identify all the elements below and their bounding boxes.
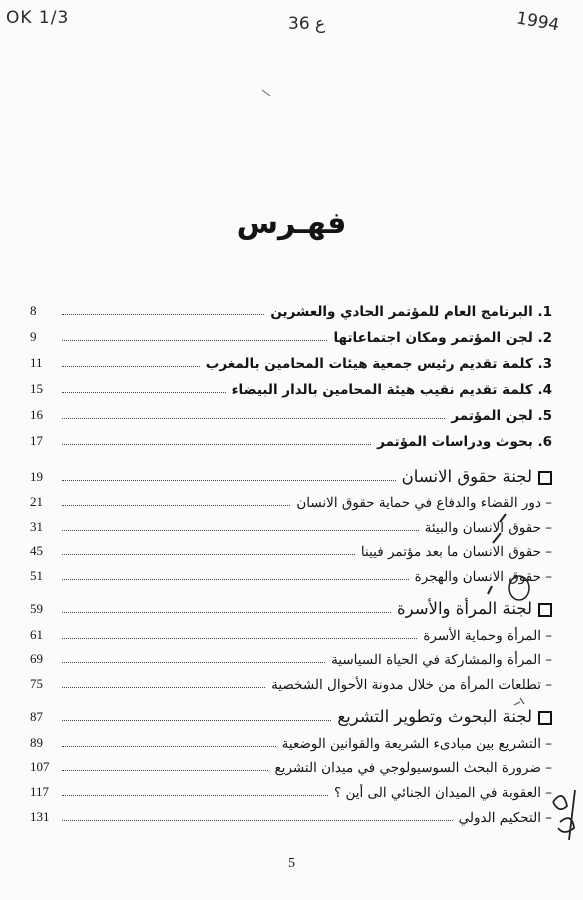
toc-page-number: 11: [30, 355, 43, 370]
toc-page-number: 51: [30, 568, 43, 583]
handwritten-year: 1994: [514, 8, 561, 36]
toc-entry-label: 3. كلمة تقديم رئيس جمعية هيئات المحامين بالمغرب: [205, 356, 552, 372]
toc-entry-label: – حقوق الانسان والبيئة: [424, 520, 552, 536]
toc-entry-label: – المرأة والمشاركة في الحياة السياسية: [331, 652, 552, 668]
toc-entry-label: – ضرورة البحث السوسيولوجي في ميدان التشريع: [274, 760, 552, 776]
toc-entry-label: – دور القضاء والدفاع في حماية حقوق الانسان: [296, 495, 552, 511]
toc-page-number: 9: [30, 329, 37, 344]
toc-entry-label: 5. لجن المؤتمر: [451, 408, 552, 424]
toc-page-number: 8: [30, 303, 37, 318]
handwritten-ok-note: OK 1/3: [6, 8, 70, 28]
toc-page-number: 131: [30, 809, 50, 824]
toc-page-number: 16: [30, 407, 43, 422]
toc-page-number: 31: [30, 519, 43, 534]
toc-page-number: 89: [30, 735, 43, 750]
toc-entry-label: – حقوق الانسان ما بعد مؤتمر فيينا: [360, 544, 552, 560]
toc-page-number: 87: [30, 709, 43, 724]
toc-page-number: 75: [30, 676, 43, 691]
toc-page-number: 61: [30, 627, 43, 642]
toc-entry-label: 6. بحوث ودراسات المؤتمر: [377, 434, 552, 450]
toc-page-number: 59: [30, 601, 43, 616]
page-number: 5: [288, 856, 295, 871]
toc-entry-label: – التحكيم الدولي: [458, 810, 552, 826]
toc-page-number: 45: [30, 543, 43, 558]
toc-page-number: 21: [30, 494, 43, 509]
toc-entry-label: لجنة حقوق الانسان: [401, 467, 532, 486]
toc-entry-label: 1. البرنامج العام للمؤتمر الحادي والعشرين: [270, 304, 552, 320]
toc-entry-label: – المرأة وحماية الأسرة: [423, 628, 552, 644]
toc-page-number: 107: [30, 759, 50, 774]
page-title: فهـرس: [236, 206, 347, 241]
toc-entry-label: 4. كلمة تقديم نقيب هيئة المحامين بالدار البيضاء: [231, 382, 552, 398]
toc-entry-label: – تطلعات المرأة من خلال مدونة الأحوال الشخصية: [271, 677, 552, 693]
handwritten-archive-number: 36 ع: [288, 14, 326, 34]
toc-page-number: 69: [30, 651, 43, 666]
toc-page-number: 19: [30, 469, 43, 484]
toc-page-number: 117: [30, 784, 50, 799]
toc-entry-label: – التشريع بين مبادىء الشريعة والقوانين الوضعية: [281, 736, 552, 752]
toc-entry-label: 2. لجن المؤتمر ومكان اجتماعاتها: [333, 330, 552, 346]
toc-page-number: 15: [30, 381, 43, 396]
toc-entry-label: – العقوبة في الميدان الجنائي الى أين ؟: [333, 785, 552, 801]
toc-entry-label: لجنة المرأة والأسرة: [396, 599, 532, 618]
toc-entry-label: – حقوق الانسان والهجرة: [414, 569, 552, 585]
toc-page-number: 17: [30, 433, 43, 448]
toc-entry-label: لجنة البحوث وتطوير التشريع: [337, 707, 532, 726]
